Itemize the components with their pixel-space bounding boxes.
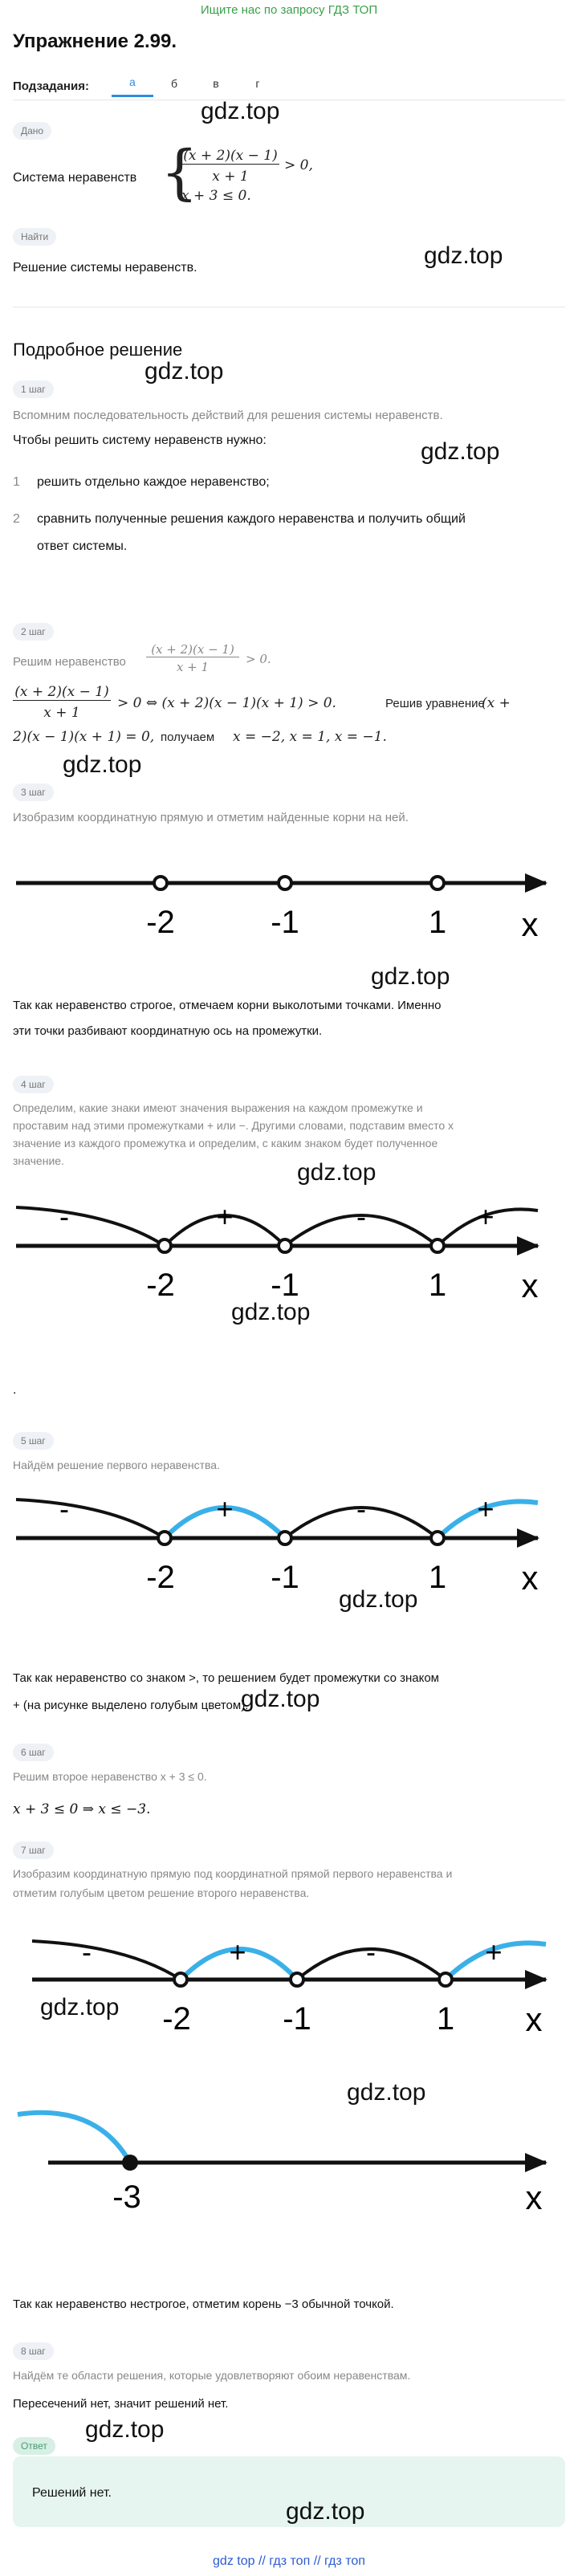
watermark: gdz.top (347, 2079, 426, 2106)
tick-label: -2 (146, 1268, 175, 1303)
tick-label: -2 (162, 2001, 191, 2037)
solution-title: Подробное решение (13, 340, 183, 360)
watermark: gdz.top (231, 1299, 311, 1325)
top-banner[interactable]: Ищите нас по запросу ГДЗ ТОП (200, 3, 378, 17)
step8-text: Пересечений нет, значит решений нет. (13, 2397, 229, 2411)
sign-label: + (485, 1935, 503, 1968)
subtasks-nav (13, 75, 279, 97)
tick-label: 1 (428, 905, 447, 940)
step1-lead: Чтобы решить систему неравенств нужно: (13, 433, 267, 447)
watermark: gdz.top (241, 1686, 320, 1712)
sign-label: + (229, 1935, 246, 1968)
given-pill: Дано (13, 122, 51, 140)
number-line-1 (0, 835, 578, 971)
find-text: Решение системы неравенств. (13, 261, 197, 275)
answer-pill: Ответ (13, 2437, 55, 2455)
open-point (158, 1532, 171, 1544)
tick-label: -1 (271, 1268, 299, 1303)
tick-label: -1 (283, 2001, 311, 2037)
open-point (279, 877, 291, 889)
sign-label: - (356, 1200, 366, 1233)
find-pill: Найти (13, 228, 56, 246)
step4-pill: 4 шаг (13, 1076, 54, 1093)
step4-l3: значение из каждого промежутка и определим, с каким знаком будет полученное (13, 1137, 438, 1150)
watermark: gdz.top (144, 358, 224, 385)
sign-label: - (82, 1935, 92, 1968)
tab-a[interactable]: а (112, 75, 153, 97)
step6-pill: 6 шаг (13, 1744, 54, 1761)
tick-label: -1 (271, 1560, 299, 1595)
step2-equation: (x + (482, 695, 511, 711)
axis-var: x (525, 2179, 543, 2216)
footer-links[interactable]: gdz top // гдз топ // гдз топ (213, 2554, 365, 2568)
watermark: gdz.top (40, 1994, 120, 2021)
step5-after1: Так как неравенство со знаком >, то решением будет промежутки со знаком (13, 1671, 439, 1685)
open-point (431, 1239, 444, 1252)
list-item: 1 решить отдельно каждое неравенство; (13, 475, 270, 489)
step2-intro: Решим неравенство (13, 655, 126, 669)
step7-after: Так как неравенство нестрогое, отметим корень −3 обычной точкой. (13, 2297, 394, 2311)
open-point (174, 1973, 187, 1986)
solution-line-3 (0, 2079, 578, 2216)
step2-solve-label: Решив уравнение (385, 697, 485, 710)
watermark: gdz.top (85, 2416, 165, 2443)
page-title: Упражнение 2.99. (13, 31, 177, 52)
open-point (279, 1532, 291, 1544)
axis-var: x (521, 1559, 539, 1597)
step7-pill: 7 шаг (13, 1841, 54, 1859)
step5-after2: + (на рисунке выделено голубым цветом). (13, 1699, 249, 1712)
step2-roots: x = −2, x = 1, x = −1. (233, 729, 387, 745)
step7-l1: Изобразим координатную прямую под координатной прямой первого неравенства и (13, 1867, 453, 1880)
sign-label: - (366, 1935, 376, 1968)
sign-label: + (477, 1492, 495, 1525)
step3-intro: Изобразим координатную прямую и отметим найденные корни на ней. (13, 811, 409, 824)
tick-label: 1 (428, 1268, 447, 1303)
step3-pill: 3 шаг (13, 783, 54, 801)
step2-result-label: получаем (161, 730, 215, 744)
step7-l2: отметим голубым цветом решение второго неравенства. (13, 1886, 310, 1899)
tab-v[interactable]: в (213, 76, 219, 90)
subtasks-label: Подзадания: (13, 79, 89, 93)
axis-var: x (521, 905, 539, 943)
open-point (291, 1973, 303, 1986)
tick-label: 1 (428, 1560, 447, 1595)
sign-label: - (59, 1200, 69, 1233)
watermark: gdz.top (371, 963, 450, 990)
step1-pill: 1 шаг (13, 380, 54, 398)
sign-label: - (356, 1492, 366, 1525)
step2-pill: 2 шаг (13, 623, 54, 641)
step3-after1: Так как неравенство строгое, отмечаем корни выколотыми точками. Именно (13, 999, 442, 1012)
filled-point (122, 2155, 138, 2171)
open-point (431, 877, 444, 889)
step3-after2: эти точки разбивают координатную ось на промежутки. (13, 1024, 323, 1038)
step8-pill: 8 шаг (13, 2342, 54, 2360)
tick-label: -2 (146, 1560, 175, 1595)
solution-line-2 (0, 1922, 578, 2058)
sign-label: + (477, 1200, 495, 1233)
list-item: 2 сравнить полученные решения каждого неравенства и получить общий (13, 512, 466, 526)
solution-line-1 (0, 1480, 578, 1617)
tab-b[interactable]: б (170, 76, 177, 90)
tick-label: -3 (112, 2179, 141, 2215)
step4-dot: . (13, 1383, 17, 1397)
axis-var: x (521, 1267, 539, 1304)
axis-var: x (525, 2000, 543, 2038)
watermark: gdz.top (421, 438, 500, 465)
step4-l4: значение. (13, 1154, 64, 1167)
open-point (431, 1532, 444, 1544)
watermark: gdz.top (424, 242, 503, 269)
tick-label: 1 (436, 2001, 455, 2037)
step5-pill: 5 шаг (13, 1432, 54, 1450)
step8-intro: Найдём те области решения, которые удовлетворяют обоим неравенствам. (13, 2369, 411, 2382)
sign-label: + (216, 1492, 234, 1525)
step6-math: x + 3 ≤ 0 ⇒ x ≤ −3. (13, 1801, 151, 1817)
step4-l2: проставим над этими промежутками + или −. Другими словами, подставим вместо x (13, 1119, 454, 1132)
watermark: gdz.top (297, 1159, 377, 1186)
step1-intro: Вспомним последовательность действий для решения системы неравенств. (13, 409, 443, 422)
open-point (279, 1239, 291, 1252)
watermark: gdz.top (286, 2498, 365, 2525)
sign-label: - (59, 1492, 69, 1525)
sign-label: + (216, 1200, 234, 1233)
tab-g[interactable]: г (255, 76, 260, 90)
open-point (154, 877, 167, 889)
answer-text: Решений нет. (32, 2486, 112, 2500)
tick-label: -1 (271, 905, 299, 940)
step4-l1: Определим, какие знаки имеют значения выражения на каждом промежутке и (13, 1101, 423, 1114)
given-label: Система неравенств (13, 171, 137, 185)
step5-intro: Найдём решение первого неравенства. (13, 1459, 220, 1471)
list-item: ответ системы. (37, 539, 128, 553)
tick-label: -2 (146, 905, 175, 940)
watermark: gdz.top (63, 751, 142, 778)
step2-equation-cont: 2)(x − 1)(x + 1) = 0, (13, 729, 155, 745)
watermark: gdz.top (201, 98, 280, 124)
open-point (439, 1973, 452, 1986)
step6-intro: Решим второе неравенство x + 3 ≤ 0. (13, 1770, 207, 1783)
open-point (158, 1239, 171, 1252)
watermark: gdz.top (339, 1586, 418, 1613)
